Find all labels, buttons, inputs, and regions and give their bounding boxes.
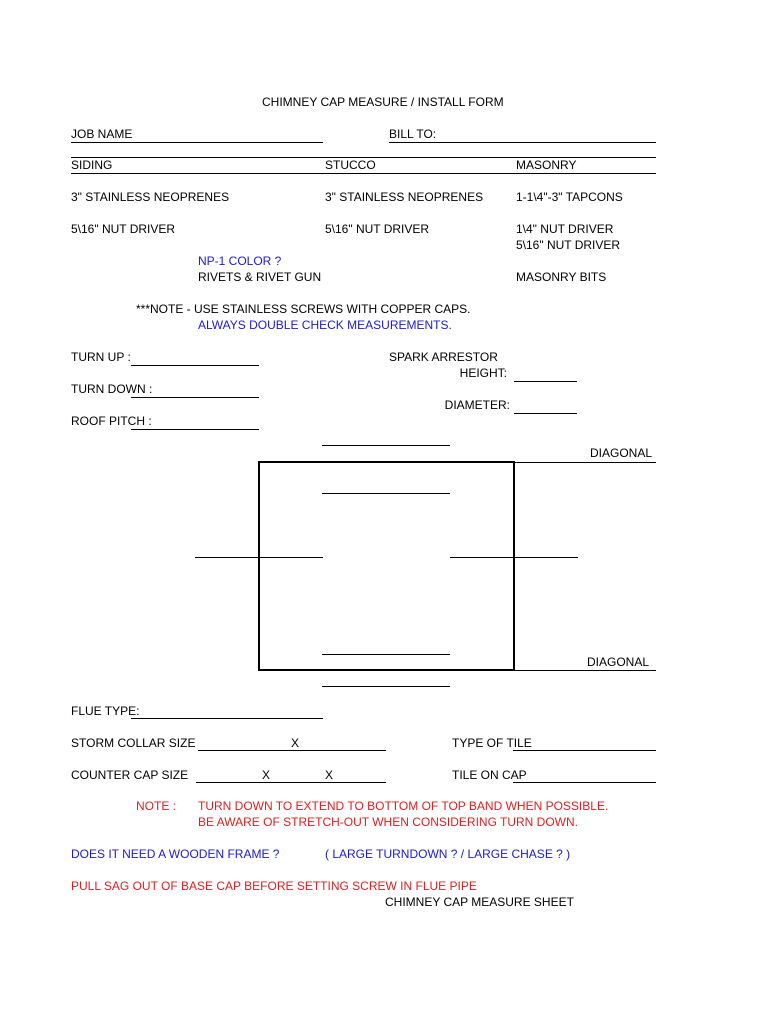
type-of-tile-line[interactable] xyxy=(513,750,656,751)
note-line-1: TURN DOWN TO EXTEND TO BOTTOM OF TOP BAND WHEN POSSIBLE. xyxy=(198,799,609,813)
tile-on-cap-label: TILE ON CAP xyxy=(452,768,527,782)
note-double-check: ALWAYS DOUBLE CHECK MEASUREMENTS. xyxy=(198,318,452,332)
diameter-label: DIAMETER: xyxy=(444,398,510,412)
height-label: HEIGHT: xyxy=(459,366,507,380)
top-width-line-inner[interactable] xyxy=(322,493,450,494)
storm-collar-x: X xyxy=(291,736,300,750)
bottom-width-line-inner[interactable] xyxy=(322,654,450,655)
header-rule-bottom xyxy=(71,173,656,174)
tile-on-cap-line[interactable] xyxy=(513,782,656,783)
turn-down-line[interactable] xyxy=(131,397,259,398)
note-label: NOTE : xyxy=(136,799,177,813)
bottom-width-line-outer[interactable] xyxy=(322,686,450,687)
roof-pitch-label: ROOF PITCH : xyxy=(71,414,152,428)
top-width-line-outer[interactable] xyxy=(322,445,450,446)
pull-sag-note: PULL SAG OUT OF BASE CAP BEFORE SETTING SCREW IN FLUE PIPE xyxy=(71,879,477,893)
flue-type-label: FLUE TYPE: xyxy=(71,704,140,718)
siding-item: 3" STAINLESS NEOPRENES xyxy=(71,190,230,204)
job-name-label: JOB NAME xyxy=(71,127,133,141)
np1-color-question: NP-1 COLOR ? xyxy=(198,254,282,268)
stucco-item: 3" STAINLESS NEOPRENES xyxy=(325,190,484,204)
bill-to-label: BILL TO: xyxy=(389,127,437,141)
storm-collar-label: STORM COLLAR SIZE xyxy=(71,736,196,750)
counter-cap-label: COUNTER CAP SIZE xyxy=(71,768,189,782)
turn-down-label: TURN DOWN : xyxy=(71,382,153,396)
turn-up-line[interactable] xyxy=(131,365,259,366)
diagonal-line-bottom[interactable] xyxy=(514,670,656,671)
masonry-item: 1\4" NUT DRIVER xyxy=(516,222,614,236)
job-name-line[interactable] xyxy=(71,142,323,143)
footer-title: CHIMNEY CAP MEASURE SHEET xyxy=(385,895,574,909)
masonry-header: MASONRY xyxy=(516,158,577,172)
large-turndown-question: ( LARGE TURNDOWN ? / LARGE CHASE ? ) xyxy=(325,847,571,861)
masonry-item: 5\16" NUT DRIVER xyxy=(516,238,621,252)
storm-collar-line[interactable] xyxy=(198,750,386,751)
siding-header: SIDING xyxy=(71,158,113,172)
stucco-item: RIVETS & RIVET GUN xyxy=(198,270,322,284)
right-depth-line[interactable] xyxy=(450,557,578,558)
bill-to-line[interactable] xyxy=(389,142,656,143)
diagonal-label-bottom: DIAGONAL xyxy=(587,655,650,669)
diameter-line[interactable] xyxy=(514,413,577,414)
type-of-tile-label: TYPE OF TILE xyxy=(452,736,532,750)
turn-up-label: TURN UP : xyxy=(71,350,131,364)
counter-cap-x-2: X xyxy=(325,768,334,782)
height-line[interactable] xyxy=(514,381,577,382)
form-title: CHIMNEY CAP MEASURE / INSTALL FORM xyxy=(262,95,504,109)
note-line-2: BE AWARE OF STRETCH-OUT WHEN CONSIDERING TURN DOWN. xyxy=(198,815,579,829)
left-depth-line[interactable] xyxy=(195,557,323,558)
siding-item: 5\16" NUT DRIVER xyxy=(71,222,176,236)
stucco-item: 5\16" NUT DRIVER xyxy=(325,222,430,236)
masonry-item: 1-1\4"-3" TAPCONS xyxy=(516,190,623,204)
diagonal-line-top[interactable] xyxy=(514,462,656,463)
counter-cap-x-1: X xyxy=(262,768,271,782)
counter-cap-line[interactable] xyxy=(196,782,386,783)
note-screws: ***NOTE - USE STAINLESS SCREWS WITH COPPER CAPS. xyxy=(136,302,471,316)
flue-type-line[interactable] xyxy=(131,718,323,719)
roof-pitch-line[interactable] xyxy=(131,429,259,430)
masonry-item: MASONRY BITS xyxy=(516,270,607,284)
stucco-header: STUCCO xyxy=(325,158,376,172)
spark-arrestor-label: SPARK ARRESTOR xyxy=(389,350,498,364)
diagonal-label-top: DIAGONAL xyxy=(590,446,653,460)
wooden-frame-question: DOES IT NEED A WOODEN FRAME ? xyxy=(71,847,280,861)
